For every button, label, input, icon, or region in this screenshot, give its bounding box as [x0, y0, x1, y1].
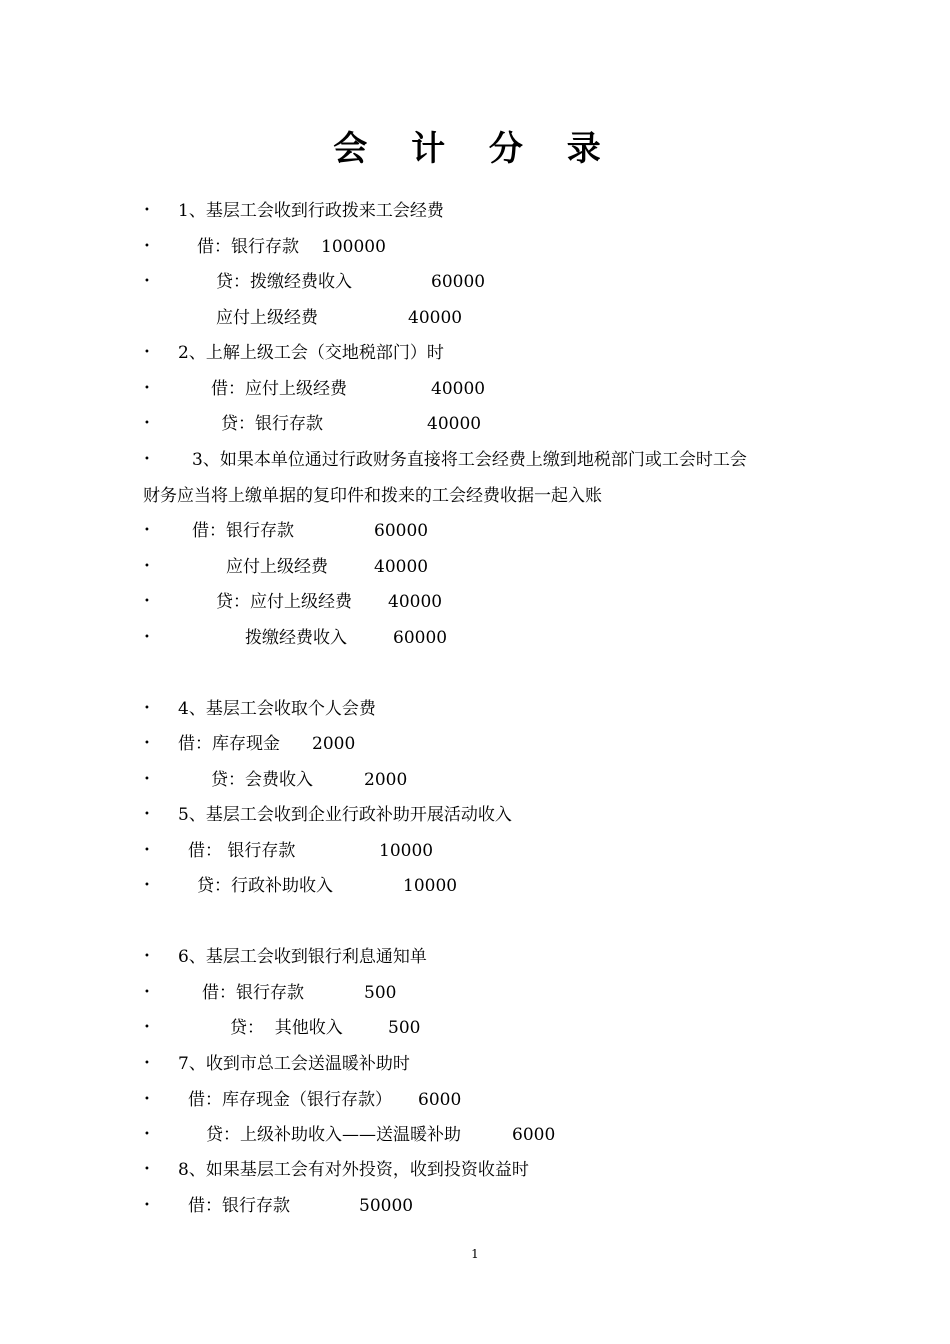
credit-amount: 40000: [427, 414, 482, 434]
credit-amount: 2000: [364, 770, 408, 790]
bullet: •: [144, 738, 150, 749]
entry-6-heading-line: [0, 942, 950, 972]
entry-heading: 5、基层工会收到企业行政补助开展活动收入: [178, 805, 512, 825]
credit-account: 贷： 其他收入: [230, 1018, 343, 1038]
debit-amount: 6000: [418, 1090, 462, 1110]
entry-heading: 7、收到市总工会送温暖补助时: [178, 1054, 410, 1074]
debit-amount: 10000: [379, 841, 434, 861]
debit-account: 借：应付上级经费: [211, 379, 347, 399]
bullet: •: [144, 1200, 150, 1211]
entry-3-heading-line: [0, 445, 950, 475]
entry-1-debit-line: [0, 232, 950, 262]
debit-amount: 100000: [321, 237, 386, 257]
credit-amount: 60000: [393, 628, 448, 648]
entry-1-credit-line-1: [0, 267, 950, 297]
entry-7-credit-line: [0, 1120, 950, 1150]
bullet: •: [144, 1094, 150, 1105]
entry-heading: 1、基层工会收到行政拨来工会经费: [178, 201, 444, 221]
bullet: •: [144, 774, 150, 785]
credit-account: 拨缴经费收入: [245, 628, 347, 648]
bullet: •: [144, 809, 150, 820]
bullet: •: [144, 951, 150, 962]
bullet: •: [144, 347, 150, 358]
entry-3-credit-line-1: [0, 587, 950, 617]
credit-amount: 6000: [512, 1125, 556, 1145]
bullet: •: [144, 1164, 150, 1175]
bullet: •: [144, 454, 150, 465]
entry-2-credit-line: [0, 409, 950, 439]
entry-6-debit-line: [0, 978, 950, 1008]
entry-1-credit-line-2: [0, 303, 950, 333]
credit-account: 贷：拨缴经费收入: [216, 272, 352, 292]
entry-heading: 4、基层工会收取个人会费: [178, 699, 376, 719]
credit-account: 贷：应付上级经费: [216, 592, 352, 612]
debit-account: 借：库存现金（银行存款）: [188, 1090, 392, 1110]
bullet: •: [144, 205, 150, 216]
debit-amount: 60000: [374, 521, 429, 541]
debit-account: 借：银行存款: [188, 1196, 290, 1216]
bullet: •: [144, 596, 150, 607]
credit-account: 贷：上级补助收入——送温暖补助: [206, 1125, 461, 1145]
debit-account: 借：银行存款: [197, 237, 299, 257]
entry-6-credit-line: [0, 1013, 950, 1043]
entry-8-heading-line: [0, 1155, 950, 1185]
credit-amount: 40000: [388, 592, 443, 612]
debit-account: 应付上级经费: [226, 557, 328, 577]
page-title: 会 计 分 录: [333, 129, 617, 169]
entry-4-heading-line: [0, 694, 950, 724]
bullet: •: [144, 1022, 150, 1033]
debit-amount: 40000: [431, 379, 486, 399]
credit-amount: 10000: [403, 876, 458, 896]
credit-account: 贷：会费收入: [211, 770, 313, 790]
credit-account: 应付上级经费: [216, 308, 318, 328]
entry-3-debit-line-2: [0, 552, 950, 582]
bullet: •: [144, 561, 150, 572]
debit-amount: 500: [364, 983, 397, 1003]
bullet: •: [144, 276, 150, 287]
bullet: •: [144, 987, 150, 998]
debit-account: 借： 银行存款: [188, 841, 296, 861]
entry-2-heading-line: [0, 338, 950, 368]
bullet: •: [144, 383, 150, 394]
bullet: •: [144, 703, 150, 714]
bullet: •: [144, 418, 150, 429]
entry-3-credit-line-2: [0, 623, 950, 653]
bullet: •: [144, 525, 150, 536]
entry-3-heading-continuation: [0, 481, 950, 511]
entry-heading: 2、上解上级工会（交地税部门）时: [178, 343, 444, 363]
debit-amount: 50000: [359, 1196, 414, 1216]
entry-heading: 3、如果本单位通过行政财务直接将工会经费上缴到地税部门或工会时工会: [192, 450, 747, 470]
credit-amount: 60000: [431, 272, 486, 292]
entry-2-debit-line: [0, 374, 950, 404]
debit-amount: 2000: [312, 734, 356, 754]
entry-heading: 6、基层工会收到银行利息通知单: [178, 947, 427, 967]
entry-3-debit-line-1: [0, 516, 950, 546]
bullet: •: [144, 845, 150, 856]
debit-amount: 40000: [374, 557, 429, 577]
bullet: •: [144, 1058, 150, 1069]
debit-account: 借：库存现金: [178, 734, 280, 754]
entry-5-credit-line: [0, 871, 950, 901]
entry-1-heading-line: [0, 196, 950, 226]
entry-5-debit-line: [0, 836, 950, 866]
entry-4-credit-line: [0, 765, 950, 795]
bullet: •: [144, 1129, 150, 1140]
bullet: •: [144, 241, 150, 252]
page-number: 1: [471, 1247, 479, 1261]
credit-account: 贷：银行存款: [221, 414, 323, 434]
entry-7-heading-line: [0, 1049, 950, 1079]
bullet: •: [144, 632, 150, 643]
debit-account: 借：银行存款: [202, 983, 304, 1003]
entry-5-heading-line: [0, 800, 950, 830]
credit-amount: 500: [388, 1018, 421, 1038]
entry-4-debit-line: [0, 729, 950, 759]
credit-account: 贷：行政补助收入: [197, 876, 333, 896]
entry-8-debit-line: [0, 1191, 950, 1221]
credit-amount: 40000: [408, 308, 463, 328]
debit-account: 借：银行存款: [192, 521, 294, 541]
entry-heading: 8、如果基层工会有对外投资，收到投资收益时: [178, 1160, 529, 1180]
entry-7-debit-line: [0, 1085, 950, 1115]
entry-heading-continued: 财务应当将上缴单据的复印件和拨来的工会经费收据一起入账: [143, 486, 602, 506]
bullet: •: [144, 880, 150, 891]
